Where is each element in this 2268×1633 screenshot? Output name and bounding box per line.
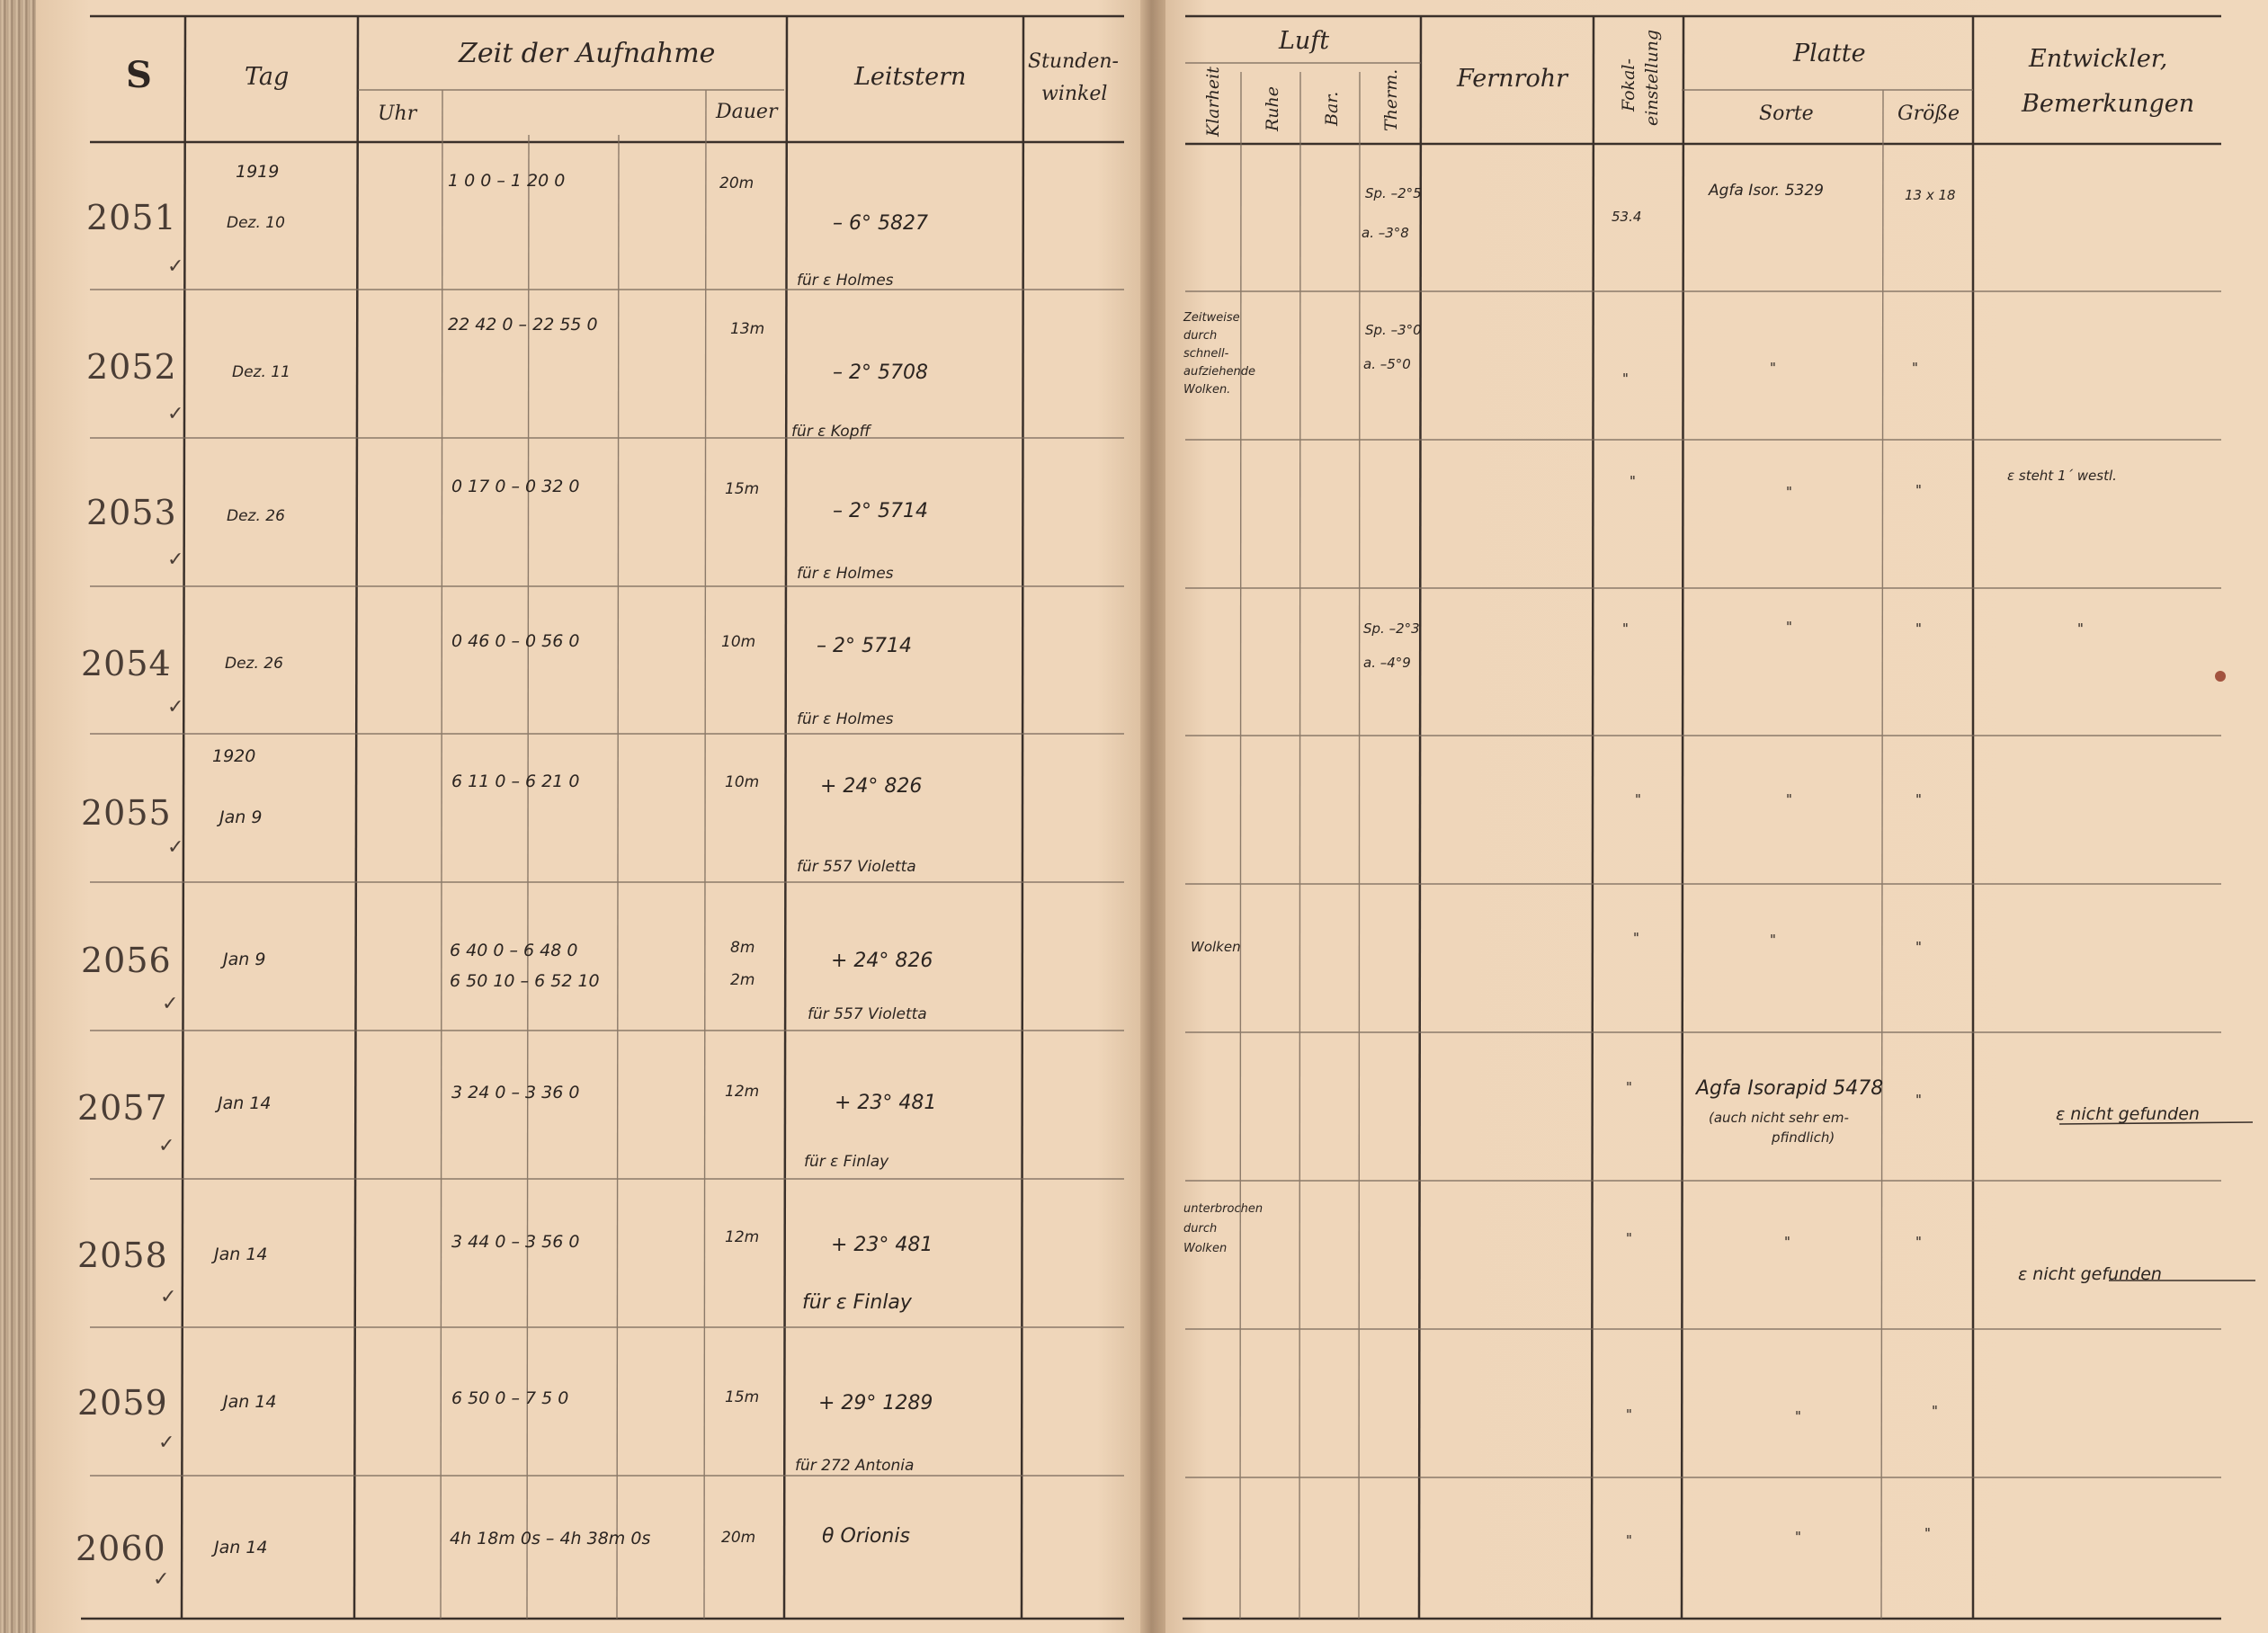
check-mark: ✓ [158, 1432, 175, 1454]
check-mark: ✓ [153, 1568, 170, 1591]
entry-dauer: 13m [730, 320, 765, 338]
entry-plate: Agfa Isorapid 5478 [1696, 1077, 1884, 1100]
entry-number: 2053 [86, 493, 177, 532]
check-mark: ✓ [162, 993, 179, 1015]
header-zeit-der-aufnahme: Zeit der Aufnahme [459, 38, 716, 69]
entry-time: 0 17 0 – 0 32 0 [451, 477, 580, 496]
entry-guide: für 557 Violetta [808, 1005, 927, 1023]
entry-time: 3 24 0 – 3 36 0 [451, 1083, 580, 1102]
entry-therm-sp: Sp. –2°5 [1365, 185, 1422, 201]
entry-guide: für ε Holmes [797, 272, 894, 290]
entry-time: 1 0 0 – 1 20 0 [448, 171, 566, 191]
header-klarheit: Klarheit [1203, 67, 1223, 137]
entry-plate: " [1795, 1529, 1801, 1545]
header-ruhe: Ruhe [1263, 85, 1282, 131]
entry-leitstern: – 2° 5714 [833, 500, 928, 522]
header-dauer: Dauer [716, 101, 778, 123]
header-stundenwinkel-2: winkel [1041, 83, 1108, 105]
entry-dauer: 10m [721, 633, 756, 651]
check-mark: ✓ [158, 1135, 175, 1157]
entry-date: Jan 9 [219, 808, 263, 827]
entry-therm-a: a. –3°8 [1362, 225, 1409, 241]
entry-klarheit: Zeitweise durch schnell-aufziehende Wolken. [1183, 311, 1255, 397]
entry-fokal: " [1626, 1532, 1632, 1548]
entry-number: 2052 [86, 347, 177, 387]
entry-dauer: 20m [721, 1529, 756, 1547]
header-sorte: Sorte [1759, 103, 1814, 125]
entry-dauer: 20m [719, 174, 755, 192]
entry-leitstern: θ Orionis [822, 1525, 910, 1548]
entry-plate-note-2: pfindlich) [1772, 1129, 1835, 1146]
entry-guide: für ε Holmes [797, 565, 894, 583]
entry-guide: für ε Finlay [802, 1291, 912, 1314]
entry-fokal: " [1630, 473, 1636, 489]
entry-number: 2055 [81, 793, 172, 833]
entry-date: Jan 14 [223, 1392, 277, 1412]
header-luft: Luft [1279, 27, 1330, 55]
header-fokal-2: einstellung [1642, 30, 1662, 126]
entry-size: " [1915, 1234, 1922, 1250]
header-bemerkungen: Bemerkungen [2022, 90, 2195, 118]
entry-date: Dez. 26 [225, 655, 283, 673]
entry-plate: " [1786, 791, 1792, 808]
entry-dauer: 8m [730, 939, 755, 957]
header-therm: Therm. [1381, 68, 1401, 131]
entry-size: " [1915, 482, 1922, 498]
entry-guide: für ε Kopff [791, 423, 871, 441]
check-mark: ✓ [167, 255, 184, 278]
header-fernrohr: Fernrohr [1457, 65, 1567, 93]
header-groesse: Größe [1897, 103, 1960, 125]
header-tag: Tag [245, 63, 290, 91]
entry-plate: " [1784, 1234, 1790, 1250]
entry-remark: ε nicht gefunden [2018, 1264, 2162, 1284]
entry-fokal: " [1633, 930, 1639, 946]
entry-date: Dez. 10 [227, 214, 285, 232]
entry-size: " [1915, 791, 1922, 808]
entry-leitstern: + 23° 481 [831, 1234, 933, 1256]
entry-klarheit: Wolken [1191, 939, 1241, 955]
entry-leitstern: + 23° 481 [835, 1092, 937, 1114]
header-fokal-1: Fokal- [1619, 58, 1638, 112]
entry-remark: " [2077, 620, 2084, 637]
check-mark: ✓ [160, 1286, 177, 1308]
ink-stain [2215, 671, 2226, 682]
entry-leitstern: + 24° 826 [831, 950, 933, 972]
entry-guide: für ε Finlay [804, 1153, 889, 1171]
entry-number: 2054 [81, 644, 172, 683]
entry-plate: " [1770, 360, 1776, 376]
entry-time: 6 11 0 – 6 21 0 [451, 772, 580, 791]
entry-guide: für ε Holmes [797, 710, 894, 728]
entry-date: Jan 14 [214, 1245, 268, 1264]
entry-time: 6 40 0 – 6 48 0 [450, 941, 578, 960]
entry-leitstern: – 2° 5708 [833, 361, 928, 384]
entry-time: 22 42 0 – 22 55 0 [448, 315, 598, 335]
entry-number: 2058 [77, 1236, 168, 1275]
entry-leitstern: + 29° 1289 [818, 1392, 933, 1414]
entry-therm-a: a. –4°9 [1363, 655, 1411, 671]
entry-plate: " [1786, 484, 1792, 500]
entry-leitstern: – 2° 5714 [817, 635, 912, 657]
entry-fokal: 53.4 [1612, 209, 1642, 225]
entry-dauer: 15m [725, 480, 760, 498]
entry-date: Jan 9 [223, 950, 266, 969]
check-mark: ✓ [167, 403, 184, 425]
entry-time: 6 50 0 – 7 5 0 [451, 1388, 569, 1408]
entry-size: " [1924, 1525, 1931, 1541]
entry-number: 2060 [76, 1529, 166, 1568]
entry-guide: für 272 Antonia [795, 1457, 915, 1475]
entry-number: 2056 [81, 941, 172, 980]
entry-time: 3 44 0 – 3 56 0 [451, 1232, 580, 1252]
entry-leitstern: + 24° 826 [820, 775, 923, 798]
check-mark: ✓ [167, 549, 184, 571]
entry-fokal: " [1622, 370, 1629, 387]
entry-size: 13 x 18 [1905, 187, 1956, 203]
entry-fokal: " [1626, 1079, 1632, 1095]
entry-size: " [1915, 620, 1922, 637]
header-leitstern: Leitstern [854, 63, 967, 91]
entry-size: " [1912, 360, 1918, 376]
entry-remark: ε steht 1´ westl. [2007, 468, 2117, 484]
entry-therm-sp: Sp. –3°0 [1365, 322, 1422, 338]
entry-dauer: 12m [725, 1083, 760, 1101]
entry-time: 0 46 0 – 0 56 0 [451, 631, 580, 651]
entry-guide: für 557 Violetta [797, 858, 916, 876]
entry-leitstern: – 6° 5827 [833, 212, 928, 235]
entry-plate: " [1786, 619, 1792, 635]
entry-dauer: 10m [725, 773, 760, 791]
entry-year: 1920 [212, 746, 256, 766]
entry-dauer: 12m [725, 1228, 760, 1246]
entry-date: Jan 14 [214, 1538, 268, 1557]
header-entwickler: Entwickler, [2029, 45, 2168, 73]
entry-fokal: " [1635, 791, 1641, 808]
entry-plate: " [1795, 1408, 1801, 1424]
check-mark: ✓ [167, 836, 184, 859]
entry-therm-a: a. –5°0 [1363, 356, 1411, 372]
entry-year: 1919 [236, 162, 280, 182]
entry-date: Dez. 26 [227, 507, 285, 525]
entry-klarheit: unterbrochen durch Wolken [1183, 1202, 1263, 1255]
entry-date: Dez. 11 [232, 363, 290, 381]
header-stundenwinkel-1: Stunden- [1028, 50, 1119, 73]
header-platte: Platte [1793, 40, 1866, 67]
entry-plate: " [1770, 932, 1776, 948]
entry-date: Jan 14 [218, 1093, 272, 1113]
entry-plate-note-1: (auch nicht sehr em- [1709, 1110, 1849, 1126]
entry-time: 4h 18m 0s – 4h 38m 0s [450, 1529, 651, 1548]
entry-number: 2059 [77, 1383, 168, 1423]
entry-therm-sp: Sp. –2°3 [1363, 620, 1420, 637]
entry-number: 2057 [77, 1088, 168, 1128]
entry-size: " [1915, 939, 1922, 955]
entry-fokal: " [1626, 1406, 1632, 1423]
entry-fokal: " [1626, 1230, 1632, 1246]
entry-size: " [1915, 1092, 1922, 1108]
entry-size: " [1932, 1403, 1938, 1419]
header-bar: Bar. [1322, 91, 1342, 126]
entry-fokal: " [1622, 620, 1629, 637]
entry-dauer: 15m [725, 1388, 760, 1406]
entry-time-2: 6 50 10 – 6 52 10 [450, 971, 600, 991]
header-s: S [126, 54, 152, 96]
entry-dauer-2: 2m [730, 971, 755, 989]
entry-remark: ε nicht gefunden [2056, 1104, 2200, 1124]
entry-number: 2051 [86, 198, 177, 237]
entry-plate: Agfa Isor. 5329 [1709, 182, 1824, 200]
check-mark: ✓ [167, 696, 184, 718]
header-uhr: Uhr [378, 103, 417, 125]
